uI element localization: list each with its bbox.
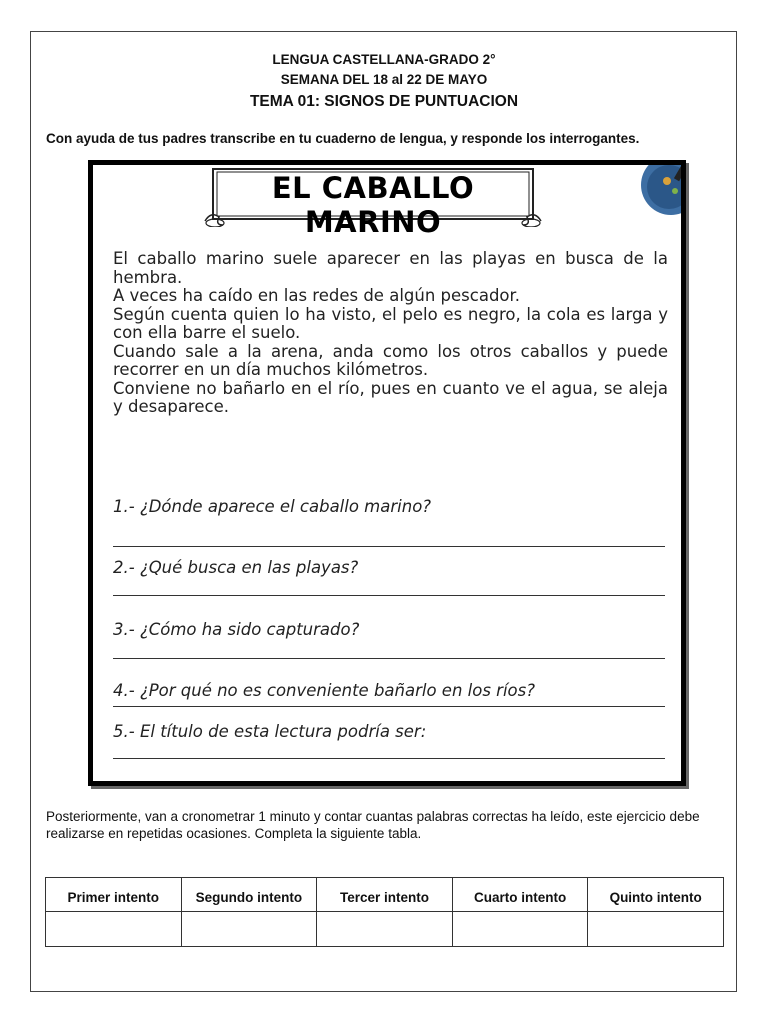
reading-sentence: Según cuenta quien lo ha visto, el pelo es negro, la cola es larga y con ella barre el suelo. bbox=[113, 304, 668, 342]
question-1: 1.- ¿Dónde aparece el caballo marino? bbox=[113, 497, 432, 516]
reading-title: EL CABALLO MARINO bbox=[271, 171, 475, 239]
answer-line-2 bbox=[113, 595, 665, 596]
answer-line-3 bbox=[113, 658, 665, 659]
reading-card bbox=[88, 160, 686, 786]
header-subject: LENGUA CASTELLANA-GRADO 2° bbox=[272, 52, 496, 67]
answer-line-4 bbox=[113, 706, 665, 707]
reading-sentence: A veces ha caído en las redes de algún pescador. bbox=[113, 286, 521, 305]
header-week: SEMANA DEL 18 al 22 DE MAYO bbox=[280, 72, 488, 87]
reading-sentence: Cuando sale a la arena, anda como los otros caballos y puede recorrer en un día muchos kilómetros. bbox=[113, 341, 668, 379]
header-topic: TEMA 01: SIGNOS DE PUNTUACION bbox=[249, 93, 519, 110]
table-cell bbox=[452, 912, 588, 947]
attempts-table bbox=[45, 877, 724, 947]
instruction-text: Con ayuda de tus padres transcribe en tu cuaderno de lengua, y responde los interrogantes. bbox=[46, 131, 640, 146]
answer-line-1 bbox=[113, 546, 665, 547]
corner-logo-icon bbox=[623, 161, 686, 217]
table-cell bbox=[46, 912, 182, 947]
column-header-attempt-3: Tercer intento bbox=[317, 878, 453, 912]
question-5: 5.- El título de esta lectura podría ser: bbox=[113, 722, 427, 741]
column-header-attempt-5: Quinto intento bbox=[588, 878, 724, 912]
answer-line-5 bbox=[113, 758, 665, 759]
table-cell bbox=[588, 912, 724, 947]
question-3: 3.- ¿Cómo ha sido capturado? bbox=[113, 620, 360, 639]
timing-instructions: Posteriormente, van a cronometrar 1 minuto y contar cuantas palabras correctas ha leído, este ejercicio debe realizarse en repetidas ocasiones. Completa la siguiente tabla. bbox=[46, 809, 700, 841]
table-cell bbox=[317, 912, 453, 947]
column-header-attempt-1: Primer intento bbox=[46, 878, 182, 912]
reading-sentence: El caballo marino suele aparecer en las playas en busca de la hembra. bbox=[113, 249, 668, 287]
reading-sentence: Conviene no bañarlo en el río, pues en cuanto ve el agua, se aleja y desaparece. bbox=[113, 378, 668, 416]
question-4: 4.- ¿Por qué no es conveniente bañarlo en los ríos? bbox=[113, 681, 535, 700]
table-row bbox=[46, 912, 724, 947]
reading-passage bbox=[113, 250, 668, 417]
table-cell bbox=[181, 912, 317, 947]
table-header-row bbox=[46, 878, 724, 912]
column-header-attempt-4: Cuarto intento bbox=[452, 878, 588, 912]
question-2: 2.- ¿Qué busca en las playas? bbox=[113, 558, 359, 577]
column-header-attempt-2: Segundo intento bbox=[181, 878, 317, 912]
